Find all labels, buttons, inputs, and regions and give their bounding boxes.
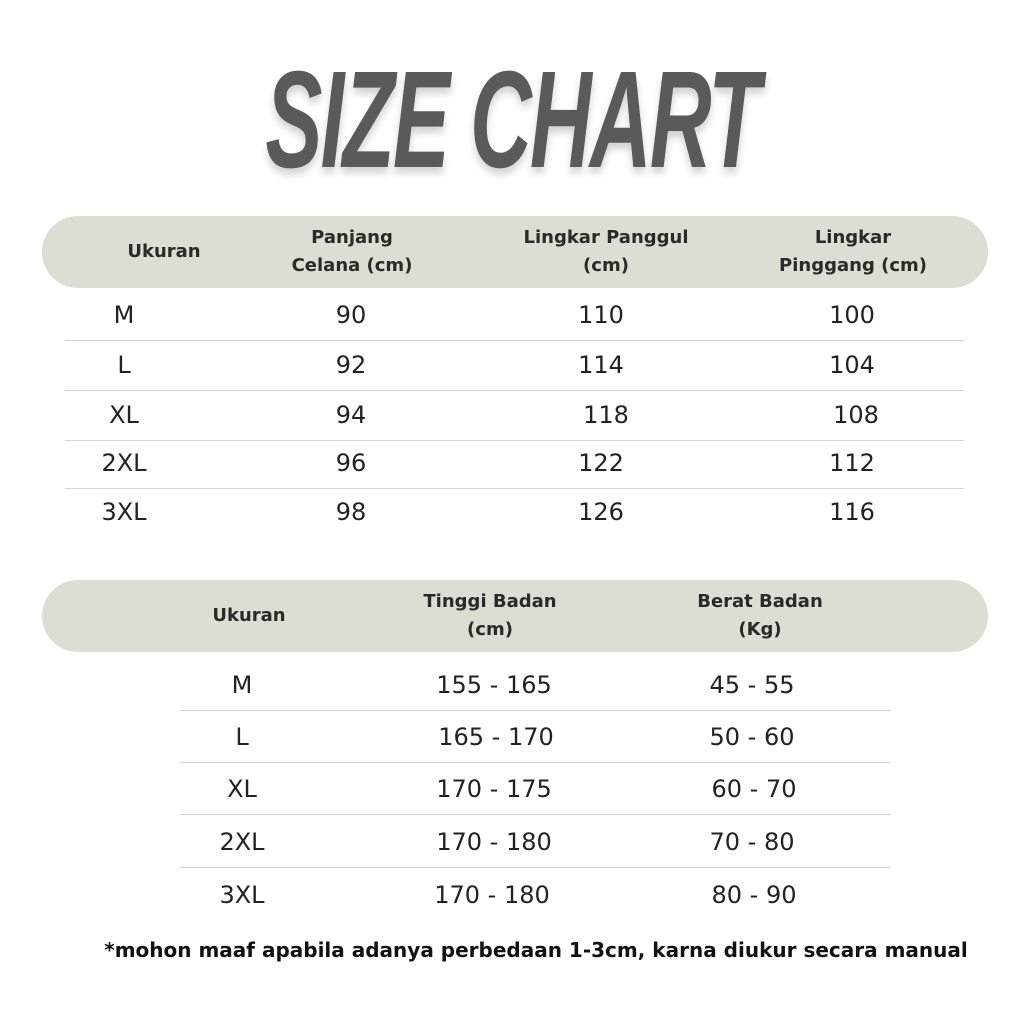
value-cell: 170 - 175 bbox=[436, 775, 552, 803]
size-cell: 3XL bbox=[101, 498, 147, 526]
value-cell: 104 bbox=[829, 351, 875, 379]
table-row bbox=[180, 660, 891, 711]
value-cell: 98 bbox=[335, 498, 367, 526]
size-cell: M bbox=[113, 301, 135, 329]
size-cell: 3XL bbox=[219, 881, 265, 909]
header-cell-size: Ukuran bbox=[127, 241, 201, 262]
header-cell-height: Tinggi Badan (cm) bbox=[423, 591, 557, 640]
value-cell: 92 bbox=[335, 351, 367, 379]
value-cell: 100 bbox=[829, 301, 875, 329]
table-row bbox=[180, 764, 891, 815]
value-cell: 165 - 170 bbox=[438, 723, 554, 751]
table-header bbox=[42, 216, 988, 288]
value-cell: 170 - 180 bbox=[434, 881, 550, 909]
header-cell-waist: Lingkar Pinggang (cm) bbox=[779, 227, 927, 276]
disclaimer-note: *mohon maaf apabila adanya perbedaan 1-3cm, karna diukur secara manual bbox=[104, 938, 968, 962]
table-row bbox=[180, 870, 891, 920]
table-row bbox=[65, 290, 964, 341]
size-cell: M bbox=[231, 671, 253, 699]
table-header bbox=[42, 580, 988, 652]
size-cell: 2XL bbox=[101, 449, 147, 477]
value-cell: 60 - 70 bbox=[711, 775, 797, 803]
header-cell-size: Ukuran bbox=[212, 605, 286, 626]
size-cell: XL bbox=[227, 775, 257, 803]
table-row bbox=[65, 390, 964, 441]
value-cell: 118 bbox=[583, 401, 629, 429]
value-cell: 116 bbox=[829, 498, 875, 526]
value-cell: 110 bbox=[578, 301, 624, 329]
header-cell-length: Panjang Celana (cm) bbox=[291, 227, 413, 276]
value-cell: 108 bbox=[833, 401, 879, 429]
value-cell: 112 bbox=[829, 449, 875, 477]
value-cell: 96 bbox=[335, 449, 367, 477]
value-cell: 155 - 165 bbox=[436, 671, 552, 699]
size-cell: XL bbox=[109, 401, 139, 429]
page-title: SIZE CHART bbox=[265, 43, 759, 197]
table-row bbox=[65, 340, 964, 391]
table-row bbox=[180, 712, 891, 763]
header-cell-weight: Berat Badan (Kg) bbox=[697, 591, 823, 640]
value-cell: 122 bbox=[578, 449, 624, 477]
value-cell: 114 bbox=[578, 351, 624, 379]
value-cell: 70 - 80 bbox=[709, 828, 795, 856]
value-cell: 50 - 60 bbox=[709, 723, 795, 751]
table-row bbox=[65, 438, 964, 489]
size-cell: L bbox=[235, 723, 249, 751]
value-cell: 170 - 180 bbox=[436, 828, 552, 856]
value-cell: 126 bbox=[578, 498, 624, 526]
size-cell: 2XL bbox=[219, 828, 265, 856]
table-row bbox=[180, 817, 891, 868]
value-cell: 80 - 90 bbox=[711, 881, 797, 909]
table-row bbox=[65, 487, 964, 537]
value-cell: 94 bbox=[335, 401, 367, 429]
header-cell-hip: Lingkar Panggul (cm) bbox=[523, 227, 689, 276]
size-cell: L bbox=[117, 351, 131, 379]
value-cell: 45 - 55 bbox=[709, 671, 795, 699]
value-cell: 90 bbox=[335, 301, 367, 329]
